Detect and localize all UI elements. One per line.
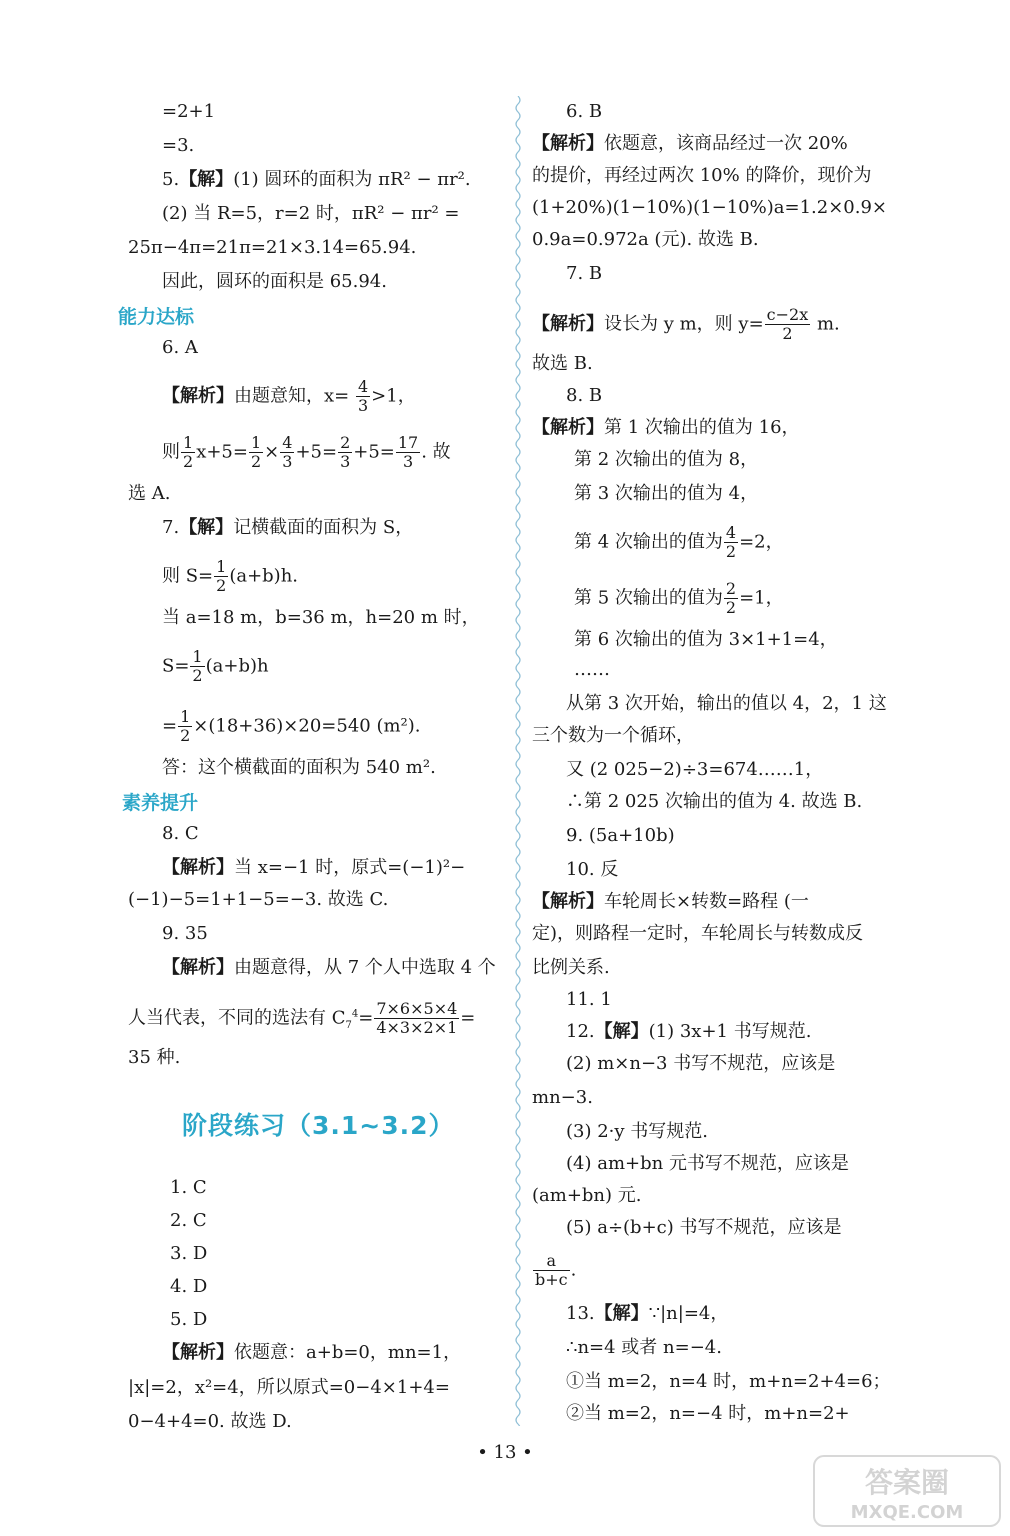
r6-analysis: 【解析】依题意，该商品经过一次 20%	[532, 133, 848, 154]
answer-4: 4. D	[170, 1276, 208, 1297]
q5-line: 5.【解】(1) 圆环的面积为 πR² − πr².	[162, 169, 471, 190]
text-line: (4) am+bn 元书写不规范，应该是	[566, 1153, 849, 1174]
svg-text:MXQE.COM: MXQE.COM	[850, 1502, 964, 1523]
text-line: 0−4+4=0. 故选 D.	[128, 1411, 292, 1432]
text-line: (2) m×n−3 书写不规范，应该是	[566, 1053, 836, 1074]
page-section-title: 阶段练习（3.1~3.2）	[182, 1111, 455, 1140]
text-line: 第 2 次输出的值为 8，	[574, 449, 759, 470]
q7-line: 7.【解】记横截面的面积为 S，	[162, 517, 414, 538]
page-number: • 13 •	[477, 1442, 533, 1463]
answer-9: 9. 35	[162, 923, 208, 944]
text-line: (1+20%)(1−10%)(1−10%)a=1.2×0.9×	[532, 197, 887, 218]
answer-8: 8. B	[566, 385, 603, 406]
watermark-logo	[812, 1454, 1002, 1528]
text-line: 25π−4π=21π=21×3.14=65.94.	[128, 237, 417, 258]
text-line: 35 种.	[128, 1047, 181, 1068]
fraction: $\frac{1}{2}$	[216, 557, 227, 595]
q6-analysis: 【解析】由题意知，x= $\frac{4}{3}$ >1，	[162, 377, 416, 415]
text-line: 定)，则路程一定时，车轮周长与转数成反	[532, 923, 864, 944]
text-line: 因此，圆环的面积是 65.94.	[162, 271, 387, 292]
text-line: 当 a=18 m，b=36 m，h=20 m 时，	[162, 607, 480, 628]
answer-11: 11. 1	[566, 989, 612, 1010]
text-line: (2) 当 R=5，r=2 时，πR² − πr² =	[162, 203, 460, 224]
fraction: $\frac{c-2x}{2}$	[766, 305, 809, 343]
text-line: 答：这个横截面的面积为 540 m².	[162, 757, 436, 778]
text-line: 第 3 次输出的值为 4，	[574, 483, 759, 504]
fraction: $\frac{2}{3}$	[340, 433, 351, 471]
q9-analysis: 【解析】由题意得，从 7 个人中选取 4 个	[162, 957, 496, 978]
text-line: |x|=2，x²=4，所以原式=0−4×1+4=	[128, 1377, 450, 1398]
answer-7: 7. B	[566, 263, 603, 284]
text-line: 比例关系.	[532, 957, 610, 978]
r13-line: 13.【解】∵|n|=4，	[566, 1303, 729, 1324]
text-line: ……	[574, 659, 610, 680]
text-line: 0.9a=0.972a (元). 故选 B.	[532, 229, 759, 250]
fraction: $\frac{17}{3}$	[397, 433, 419, 471]
fraction: $\frac{1}{2}$	[183, 433, 194, 471]
answer-2: 2. C	[170, 1210, 207, 1231]
fraction: $\frac{a}{b+c}$	[535, 1251, 568, 1289]
r12-line: 12.【解】(1) 3x+1 书写规范.	[566, 1021, 812, 1042]
r8-analysis: 【解析】第 1 次输出的值为 16，	[532, 417, 800, 438]
q8-analysis: 【解析】当 x=−1 时，原式=(−1)²−	[162, 857, 466, 878]
answer-8: 8. C	[162, 823, 199, 844]
text-line: ∴第 2 025 次输出的值为 4. 故选 B.	[566, 791, 863, 812]
text-line: ①当 m=2，n=4 时，m+n=2+4=6；	[566, 1371, 891, 1392]
fraction: $\frac{1}{2}$	[192, 647, 203, 685]
text-line: mn−3.	[532, 1087, 593, 1108]
section-heading: 素养提升	[122, 792, 199, 814]
q9-calc: 人当代表，不同的选法有 $C_7^4=$ $\frac{7\times 6\times 5\times 4}{4\times 3\times 2\times 1}$ =	[128, 999, 476, 1037]
r10-analysis: 【解析】车轮周长×转数=路程 (一	[532, 891, 809, 912]
text-line: 故选 B.	[532, 353, 593, 374]
q7-formula: 则 S= $\frac{1}{2}$ (a+b)h.	[162, 557, 299, 595]
fraction: $\frac{4}{3}$	[282, 433, 293, 471]
r8-step5: 第 5 次输出的值为 $\frac{2}{2}$ =1，	[574, 579, 784, 617]
fraction: $\frac{1}{2}$	[250, 433, 262, 471]
text-line: =2+1	[162, 101, 216, 122]
text-line: 第 6 次输出的值为 3×1+1=4，	[574, 629, 838, 650]
a5-analysis: 【解析】依题意：a+b=0，mn=1，	[162, 1342, 462, 1363]
answer-3: 3. D	[170, 1243, 208, 1264]
text-line: (5) a÷(b+c) 书写不规范，应该是	[566, 1217, 842, 1238]
q7-formula-2: S= $\frac{1}{2}$ (a+b)h	[162, 647, 269, 685]
q6-calc: 则 $\frac{1}{2}$ x+5= $\frac{1}{2}$ × $\frac{4}{3}$ +5= $\frac{2}{3}$ +5= $\frac{17}{3}$ . 故	[162, 433, 451, 471]
r7-analysis: 【解析】设长为 y m，则 y= $\frac{c-2x}{2}$ m.	[532, 305, 840, 343]
column-divider	[513, 96, 523, 1426]
text-line: 又 (2 025−2)÷3=674……1，	[566, 759, 824, 780]
text-line: 从第 3 次开始，输出的值以 4，2，1 这	[566, 693, 887, 714]
answer-1: 1. C	[170, 1177, 207, 1198]
q7-calc: = $\frac{1}{2}$ ×(18+36)×20=540 (m²).	[162, 707, 421, 745]
answer-5: 5. D	[170, 1309, 208, 1330]
text-line: (am+bn) 元.	[532, 1185, 642, 1206]
fraction: $\frac{1}{2}$	[180, 707, 191, 745]
text-line: ∴n=4 或者 n=−4.	[566, 1337, 722, 1358]
r12-fraction: $\frac{a}{b+c}$ .	[535, 1251, 577, 1289]
text-line: 的提价，再经过两次 10% 的降价，现价为	[532, 165, 872, 186]
r8-step4: 第 4 次输出的值为 $\frac{4}{2}$ =2，	[574, 523, 784, 561]
text-line: (3) 2·y 书写规范.	[566, 1121, 709, 1142]
section-heading: 能力达标	[118, 306, 195, 328]
answer-9: 9. (5a+10b)	[566, 825, 675, 846]
fraction: $\frac{2}{2}$	[725, 579, 737, 617]
fraction: $\frac{7\times 6\times 5\times 4}{4\times 3\times 2\times 1}$	[376, 999, 458, 1037]
text-line: (−1)−5=1+1−5=−3. 故选 C.	[128, 889, 389, 910]
answer-10: 10. 反	[566, 859, 619, 880]
text-line: =3.	[162, 135, 195, 156]
answer-6: 6. B	[566, 101, 603, 122]
svg-text:答案圈: 答案圈	[864, 1466, 950, 1499]
text-line: 选 A.	[128, 483, 171, 504]
text-line: ②当 m=2，n=−4 时，m+n=2+	[566, 1403, 850, 1424]
answer-6: 6. A	[162, 337, 198, 358]
fraction: $\frac{4}{2}$	[725, 523, 737, 561]
fraction: $\frac{4}{3}$	[357, 377, 369, 415]
text-line: 三个数为一个循环，	[532, 725, 694, 746]
